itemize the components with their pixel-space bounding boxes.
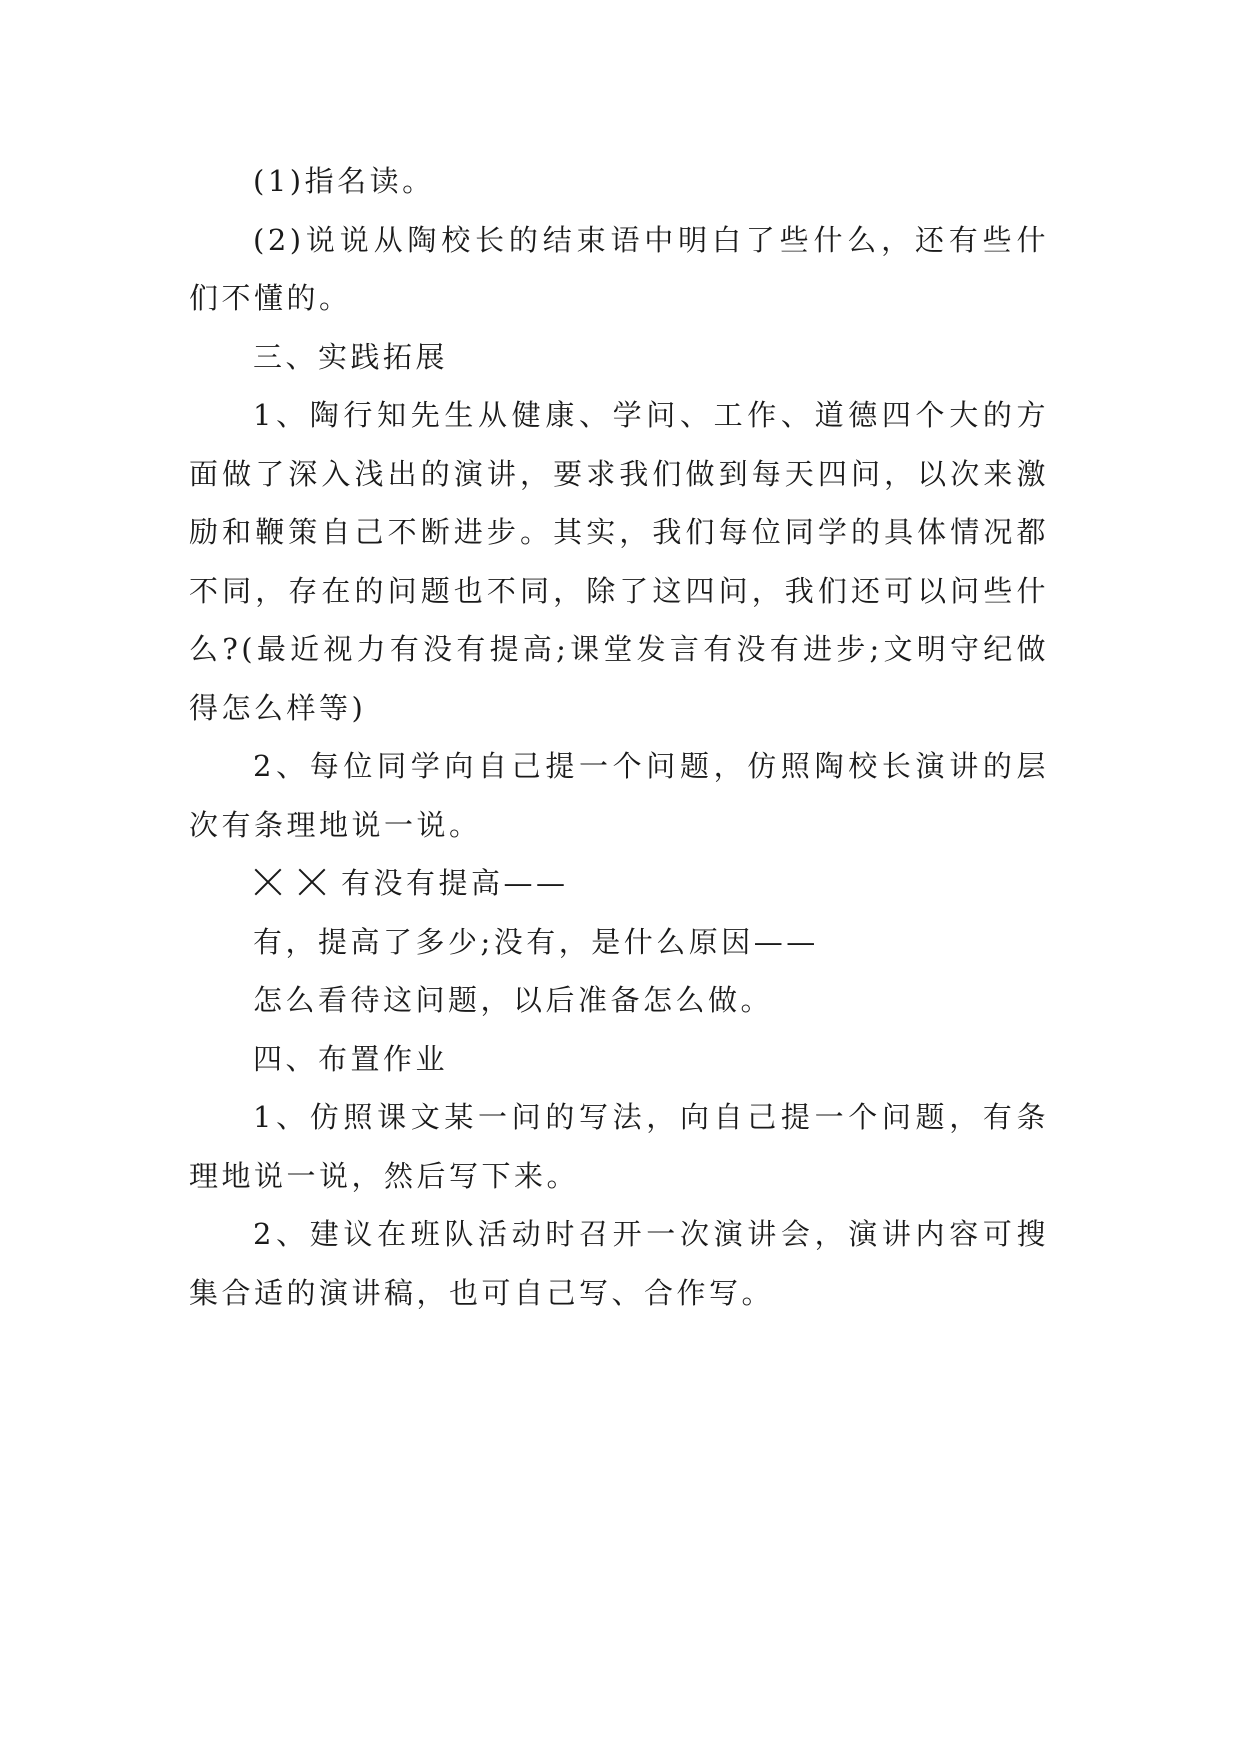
x-mark-icon — [297, 867, 327, 897]
x-mark-icon — [253, 867, 283, 897]
heading-practice-extension: 三、实践拓展 — [253, 339, 449, 374]
paragraph-homework-two: 2、建议在班队活动时召开一次演讲会，演讲内容可搜集合适的演讲稿，也可自己写、合作写。 — [189, 1217, 1049, 1310]
improvement-question-text: 有没有提高—— — [341, 866, 569, 900]
heading-assign-homework: 四、布置作业 — [253, 1041, 449, 1076]
paragraph-closing-remarks: (2)说说从陶校长的结束语中明白了些什么，还有些什们不懂的。 — [189, 222, 1049, 315]
document-body — [189, 152, 1049, 1322]
paragraph-four-questions: 1、陶行知先生从健康、学问、工作、道德四个大的方面做了深入浅出的演讲，要求我们做到每天四问，以次来激励和鞭策自己不断进步。其实，我们每位同学的具体情况都不同，存在的问题也不同，除了这四问，我们还可以问些什么?(最近视力有没有提高;课堂发言有没有进步;文明守纪做得怎么样等) — [189, 398, 1049, 725]
paragraph-improvement-answer: 有，提高了多少;没有，是什么原因—— — [253, 924, 819, 959]
paragraph-ask-yourself: 2、每位同学向自己提一个问题，仿照陶校长演讲的层次有条理地说一说。 — [189, 749, 1049, 842]
paragraph-improvement-template — [189, 854, 1049, 913]
paragraph-read-by-name: (1)指名读。 — [253, 164, 435, 198]
paragraph-future-plan: 怎么看待这问题，以后准备怎么做。 — [253, 983, 774, 1017]
paragraph-homework-one: 1、仿照课文某一问的写法，向自己提一个问题，有条理地说一说，然后写下来。 — [189, 1100, 1049, 1193]
